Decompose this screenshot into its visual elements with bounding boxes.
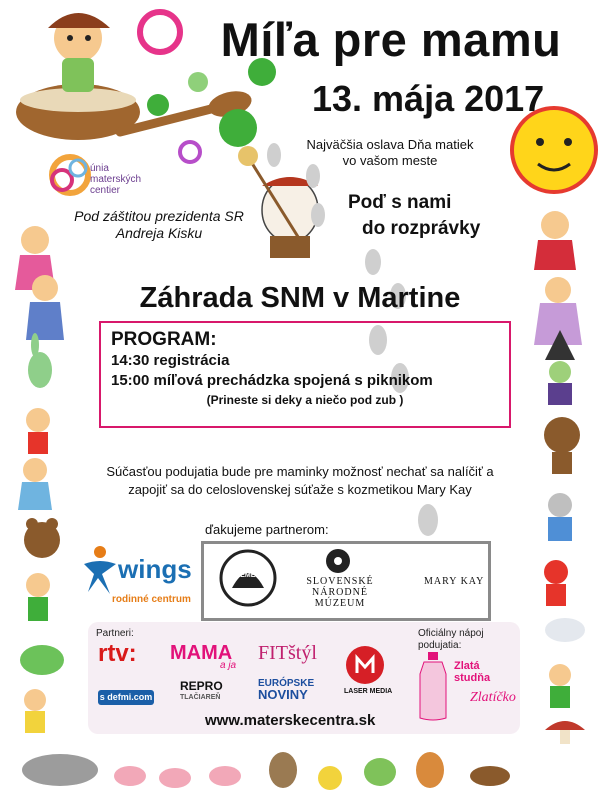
- program-note: (Prineste si deky a niečo pod zub ): [206, 393, 404, 407]
- premena-label: PREMENA: [230, 572, 266, 579]
- wings-logo: [80, 544, 195, 616]
- organizer-name: [90, 163, 141, 196]
- mushroom-illustration: [545, 721, 585, 744]
- bear-left-illustration: [24, 518, 60, 558]
- venue-heading: Záhrada SNM v Martine: [139, 282, 461, 314]
- organizer-name-line: centier: [90, 185, 121, 196]
- zlata-studna-logo: [454, 660, 490, 684]
- wings-figure-icon: [80, 544, 120, 596]
- defmi-logo: s defmi.com: [98, 690, 154, 705]
- boy-left-illustration: [26, 408, 50, 454]
- makeup-notice: [80, 463, 520, 499]
- wolf-illustration: [22, 754, 98, 786]
- event-title: Míľa pre mamu: [220, 13, 562, 66]
- mama-logo: MAMA: [170, 642, 233, 664]
- program-item: 14:30 registrácia: [111, 352, 230, 369]
- knight-illustration: [548, 493, 572, 541]
- pea-icon: [188, 72, 208, 92]
- drink-brand-line: studňa: [454, 672, 491, 684]
- umc-logo-icon: [52, 157, 88, 193]
- notice-line: zapojiť sa do celoslovenskej súťaže s kozmetikou Mary Kay: [128, 482, 472, 497]
- patronage-text: [44, 208, 274, 242]
- partners-label: Partneri:: [96, 628, 134, 639]
- pea-icon: [147, 94, 169, 116]
- organizer-name-line: únia: [90, 163, 109, 174]
- repro-logo: [180, 680, 223, 704]
- mama-logo-sub: a ja: [220, 660, 237, 671]
- main-partners-box: [201, 541, 491, 621]
- repro-logo-line: REPRO: [180, 679, 223, 693]
- red-riding-hood-illustration: [544, 560, 568, 606]
- girl-yellow-illustration: [24, 689, 46, 733]
- europske-logo-line: EURÓPSKE: [258, 678, 315, 689]
- sun-logo-icon: [512, 108, 596, 192]
- laser-m-icon: [346, 646, 384, 684]
- snm-logo-icon: [325, 548, 351, 574]
- organizer-name-line: materských: [90, 174, 142, 185]
- program-heading: PROGRAM:: [111, 329, 217, 350]
- bear-right-illustration: [544, 417, 580, 474]
- zlaticko-logo: Zlatíčko: [470, 690, 516, 705]
- drink-label-line: podujatia:: [418, 640, 462, 651]
- website-link[interactable]: www.materskecentra.sk: [205, 712, 376, 729]
- pea-icon: [219, 109, 257, 147]
- unicorn-illustration: [545, 618, 585, 642]
- drink-label-line: Oficiálny nápoj: [418, 628, 484, 639]
- king-illustration: [534, 211, 576, 270]
- rabbit-illustration: [28, 333, 52, 388]
- pippi-illustration: [26, 573, 50, 621]
- bubble-icon: [140, 12, 180, 52]
- repro-logo-line: TLAČIAREŇ: [180, 694, 221, 701]
- wings-subtitle: rodinné centrum: [112, 594, 191, 605]
- laser-media-logo-icon: [346, 646, 384, 684]
- bottom-animals-illustration: [114, 752, 510, 790]
- europske-noviny-logo: [258, 678, 314, 700]
- program-item: 15:00 míľová prechádzka spojená s piknikom: [111, 372, 433, 389]
- notice-line: Súčasťou podujatia bude pre maminky možnosť nechať sa nalíčiť a: [106, 464, 494, 479]
- patronage-line: Andreja Kisku: [115, 225, 203, 241]
- fitstyl-logo: FITštýl: [258, 642, 317, 664]
- snm-name-line: MÚZEUM: [314, 598, 366, 609]
- rtv-logo: rtv:: [98, 640, 137, 667]
- patronage-line: Pod záštitou prezidenta SR: [74, 208, 244, 224]
- slogan-line-1: Poď s nami: [348, 192, 452, 213]
- europske-logo-line: NOVINY: [258, 687, 308, 702]
- event-date: 13. mája 2017: [312, 78, 545, 119]
- program-box: [99, 321, 511, 428]
- bubble-icon: [180, 142, 200, 162]
- slogan-line-2: do rozprávky: [362, 218, 481, 239]
- water-bottle-icon: [416, 652, 450, 722]
- thanks-label: ďakujeme partnerom:: [205, 522, 329, 537]
- boy-right-illustration: [549, 664, 571, 708]
- drink-brand-line: Zlatá: [454, 660, 480, 672]
- tagline-line: vo vašom meste: [342, 153, 438, 168]
- snm-name-line: NÁRODNÉ: [312, 587, 368, 598]
- snm-name: [300, 576, 380, 609]
- tagline-line: Najväčšia oslava Dňa matiek: [306, 137, 474, 152]
- event-tagline: [270, 137, 510, 169]
- laser-media-label: LASER MEDIA: [344, 688, 393, 695]
- official-drink-label: [418, 628, 484, 652]
- marykay-logo: MARY KAY: [424, 576, 485, 587]
- girl-blue-illustration: [18, 458, 52, 510]
- wings-name: wings: [118, 554, 192, 584]
- boy-in-bowl-illustration: [16, 13, 140, 140]
- snm-name-line: SLOVENSKÉ: [306, 576, 374, 587]
- dragon-illustration: [20, 645, 64, 675]
